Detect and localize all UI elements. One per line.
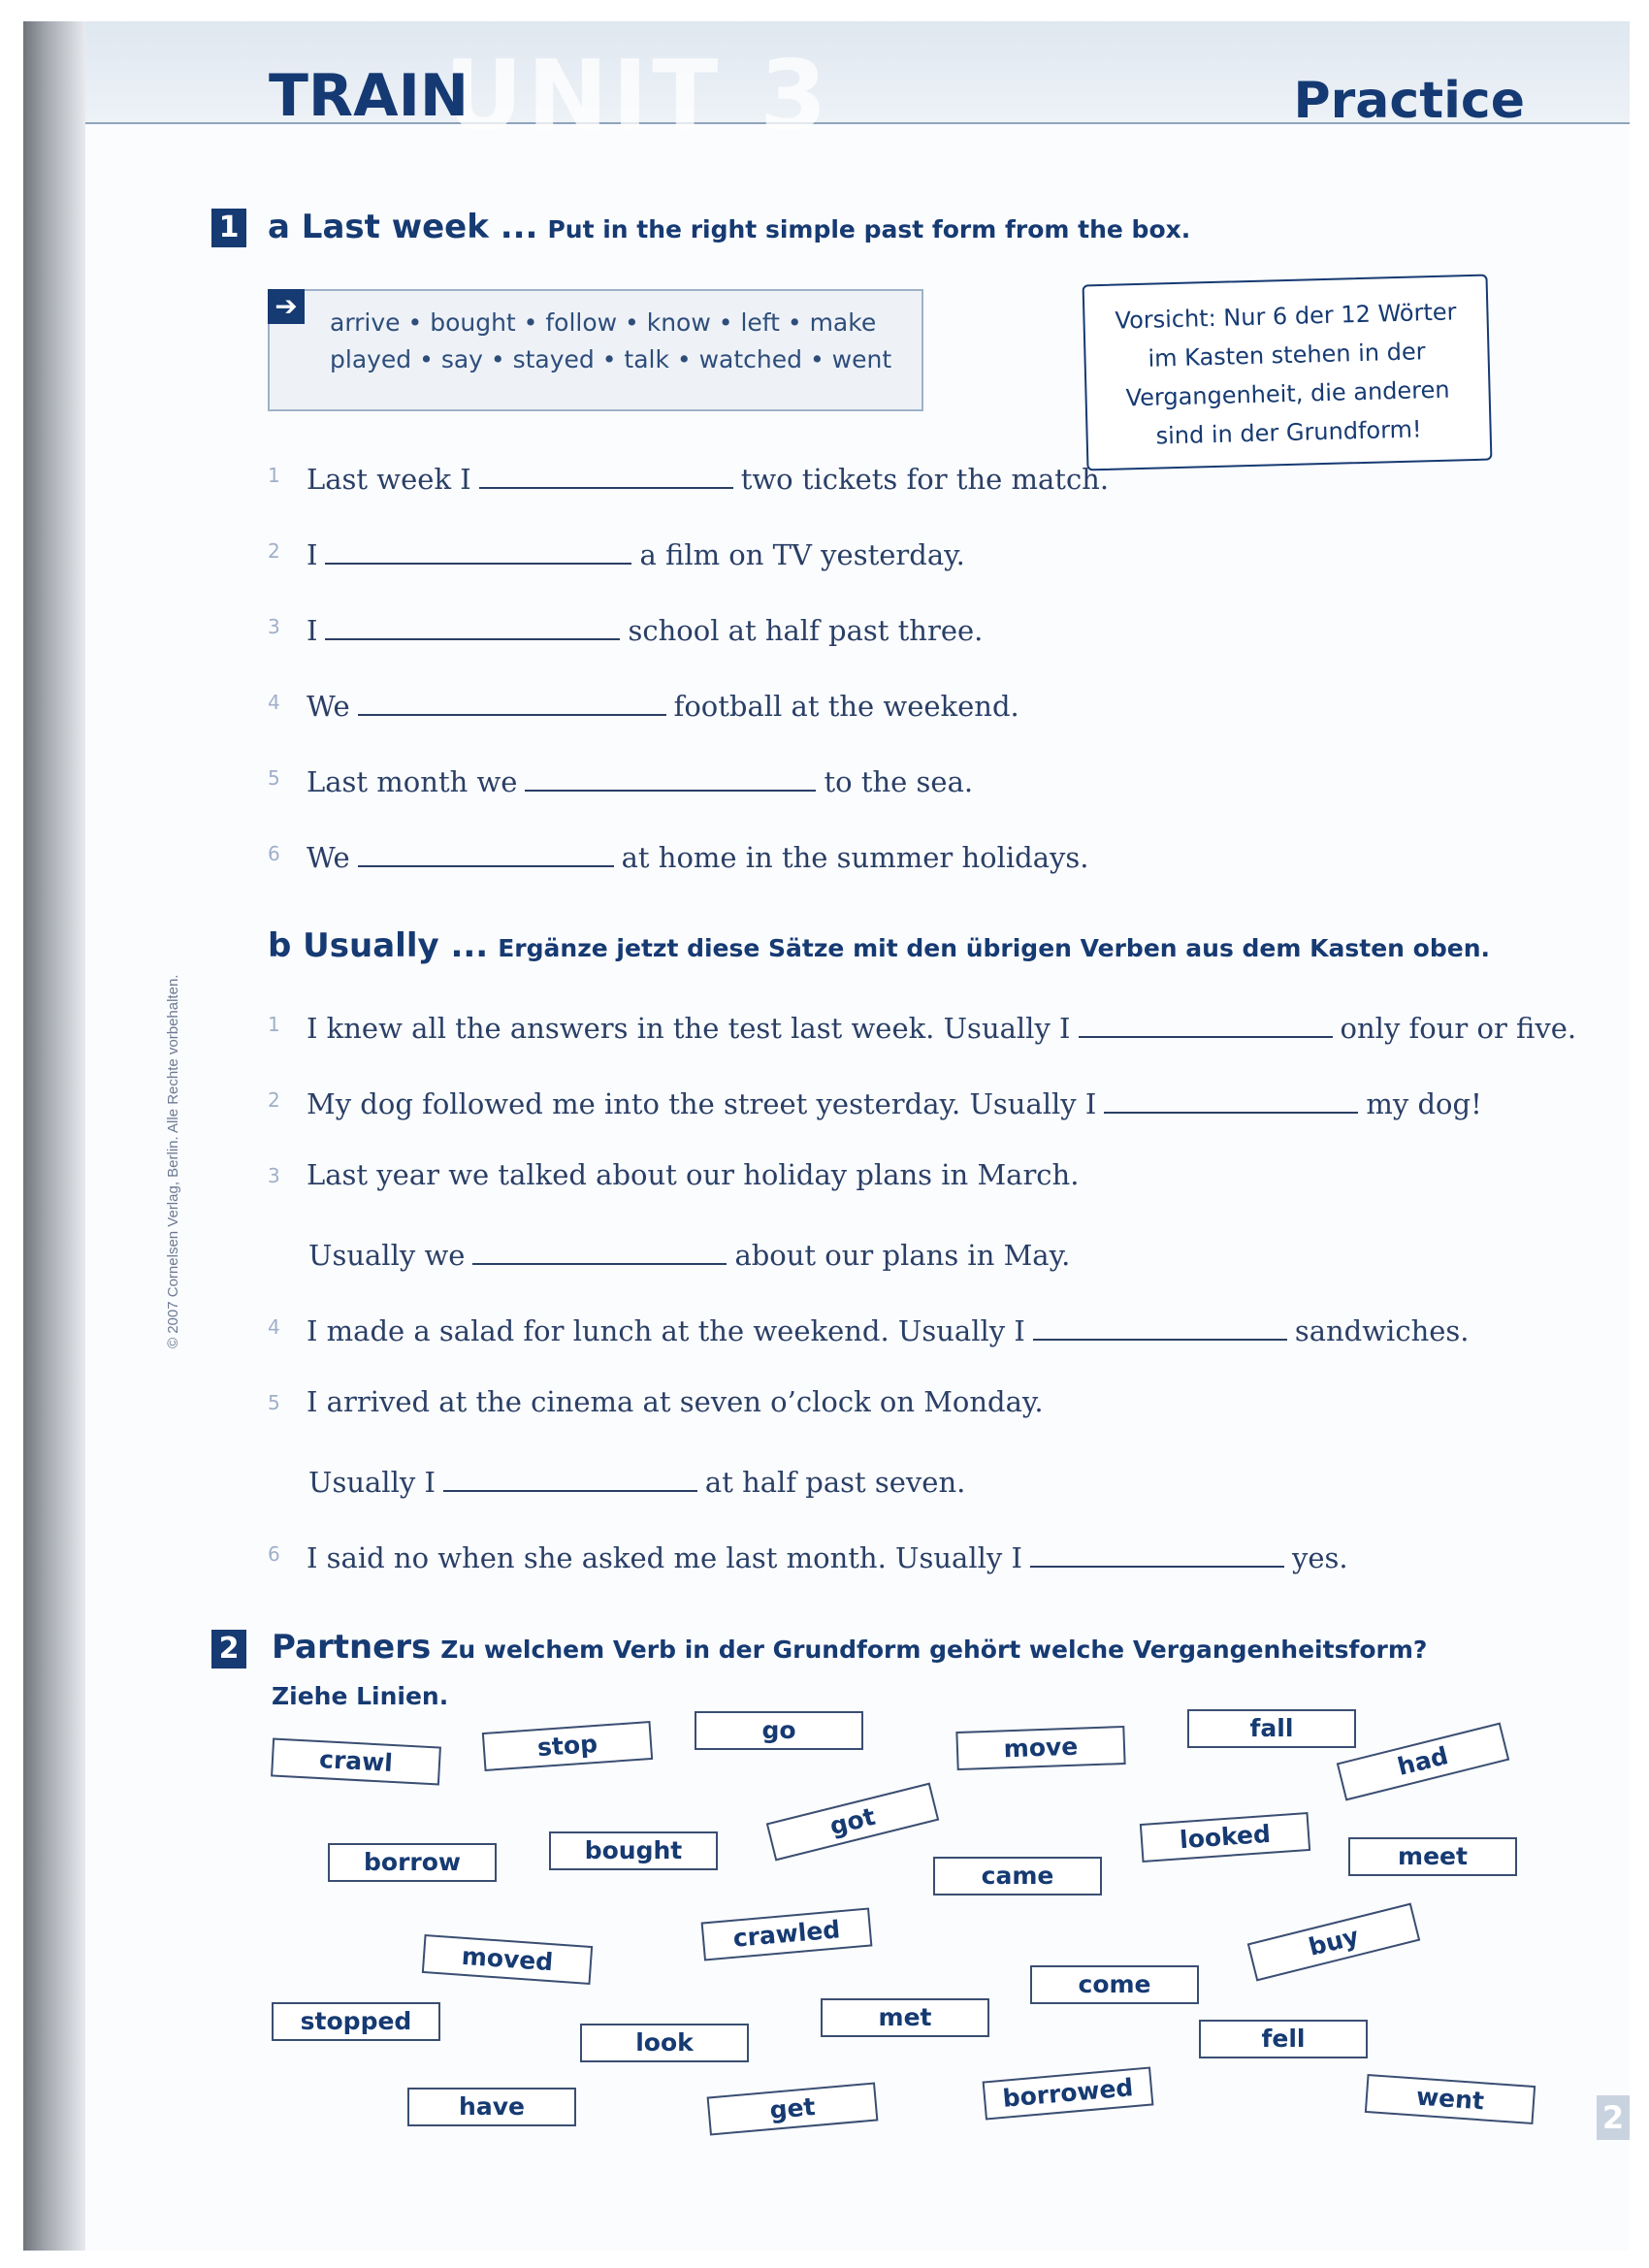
word-tile-came[interactable]: came — [933, 1857, 1102, 1895]
word-tile-crawl[interactable]: crawl — [271, 1737, 441, 1785]
word-box-line-2: played • say • stayed • talk • watched • went — [330, 345, 892, 373]
answer-blank[interactable] — [479, 458, 733, 489]
word-tile-had[interactable]: had — [1337, 1723, 1510, 1801]
exercise-2-number: 2 — [211, 1630, 246, 1669]
exercise-2-instruction-line-2: Ziehe Linien. — [272, 1682, 449, 1710]
word-tile-go[interactable]: go — [695, 1711, 863, 1750]
word-tile-met[interactable]: met — [821, 1998, 989, 2037]
note-line-3: Vergangenheit, die anderen — [1125, 375, 1450, 412]
note-line-2: im Kasten stehen in der — [1148, 338, 1426, 373]
word-tile-have[interactable]: have — [407, 2088, 576, 2126]
sentence-a-3: 3 I school at half past three. — [307, 609, 983, 647]
answer-blank[interactable] — [1104, 1083, 1358, 1114]
sentence-a-2: 2 I a film on TV yesterday. — [307, 534, 965, 571]
word-tile-stop[interactable]: stop — [482, 1721, 653, 1771]
word-tile-went[interactable]: went — [1365, 2074, 1536, 2124]
word-tile-fall[interactable]: fall — [1187, 1709, 1356, 1748]
arrow-icon: ➔ — [268, 289, 305, 324]
exercise-1b-instruction: Ergänze jetzt diese Sätze mit den übrigen Verben aus dem Kasten oben. — [498, 934, 1490, 962]
word-tile-got[interactable]: got — [766, 1783, 940, 1862]
exercise-1a-title: a Last week ... — [268, 208, 538, 246]
word-tile-buy[interactable]: buy — [1247, 1903, 1421, 1982]
word-box — [268, 289, 923, 411]
word-tile-move[interactable]: move — [955, 1726, 1125, 1770]
sentence-b-5-continuation: Usually I at half past seven. — [308, 1461, 965, 1499]
exercise-2-heading — [272, 1628, 1427, 1667]
answer-blank[interactable] — [1033, 1310, 1287, 1341]
answer-blank[interactable] — [472, 1234, 727, 1265]
page-number: 2 — [1597, 2095, 1630, 2140]
answer-blank[interactable] — [525, 761, 816, 792]
copyright-notice: © 2007 Cornelsen Verlag, Berlin. Alle Rechte vorbehalten. — [165, 974, 181, 1348]
exercise-2-instruction: Zu welchem Verb in der Grundform gehört welche Vergangenheitsform? — [440, 1636, 1428, 1664]
word-tile-look[interactable]: look — [580, 2024, 749, 2062]
word-tile-crawled[interactable]: crawled — [701, 1907, 873, 1960]
sentence-b-2: 2 My dog followed me into the street yesterday. Usually I my dog! — [307, 1083, 1482, 1120]
word-tile-looked[interactable]: looked — [1140, 1812, 1310, 1863]
unit-watermark: UNIT 3 — [444, 39, 831, 152]
note-line-4: sind in der Grundform! — [1155, 415, 1422, 450]
answer-blank[interactable] — [325, 609, 620, 640]
sentence-b-5: 5 I arrived at the cinema at seven o’clock on Monday. — [268, 1385, 1044, 1418]
sentence-a-1: 1 Last week I two tickets for the match. — [307, 458, 1109, 496]
exercise-1a-heading — [268, 208, 1190, 246]
word-tile-get[interactable]: get — [707, 2082, 879, 2135]
sentence-b-4: 4 I made a salad for lunch at the weekend. Usually I sandwiches. — [307, 1310, 1470, 1347]
page-binding-shadow — [23, 21, 85, 2251]
answer-blank[interactable] — [1079, 1007, 1333, 1038]
answer-blank[interactable] — [443, 1461, 697, 1492]
exercise-2-title: Partners — [272, 1628, 432, 1667]
exercise-1a-instruction: Put in the right simple past form from the box. — [547, 215, 1191, 243]
word-tile-borrow[interactable]: borrow — [328, 1843, 497, 1882]
practice-title: Practice — [1293, 72, 1525, 130]
answer-blank[interactable] — [1030, 1537, 1284, 1568]
word-tile-stopped[interactable]: stopped — [272, 2002, 440, 2041]
word-tile-moved[interactable]: moved — [422, 1934, 593, 1985]
note-line-1: Vorsicht: Nur 6 der 12 Wörter — [1115, 298, 1457, 335]
warning-note — [1083, 275, 1493, 471]
answer-blank[interactable] — [358, 836, 614, 867]
sentence-a-6: 6 We at home in the summer holidays. — [307, 836, 1089, 874]
word-tile-borrowed[interactable]: borrowed — [983, 2066, 1154, 2120]
exercise-1-number: 1 — [211, 209, 246, 247]
sentence-b-6: 6 I said no when she asked me last month. Usually I yes. — [307, 1537, 1348, 1574]
sentence-a-5: 5 Last month we to the sea. — [307, 761, 973, 798]
answer-blank[interactable] — [358, 685, 666, 716]
sentence-b-3-continuation: Usually we about our plans in May. — [308, 1234, 1070, 1272]
word-tile-meet[interactable]: meet — [1348, 1837, 1517, 1876]
exercise-1b-heading — [268, 926, 1490, 965]
word-tile-bought[interactable]: bought — [549, 1831, 718, 1870]
sentence-b-1: 1 I knew all the answers in the test last week. Usually I only four or five. — [307, 1007, 1576, 1045]
sentence-b-3: 3 Last year we talked about our holiday plans in March. — [268, 1158, 1080, 1191]
word-tile-fell[interactable]: fell — [1199, 2020, 1368, 2058]
word-box-line-1: arrive • bought • follow • know • left • make — [330, 308, 877, 337]
sentence-a-4: 4 We football at the weekend. — [307, 685, 1019, 723]
exercise-1b-title: b Usually ... — [268, 926, 489, 965]
answer-blank[interactable] — [325, 534, 631, 565]
train-title: TRAIN — [269, 62, 469, 130]
word-tile-come[interactable]: come — [1030, 1965, 1199, 2004]
